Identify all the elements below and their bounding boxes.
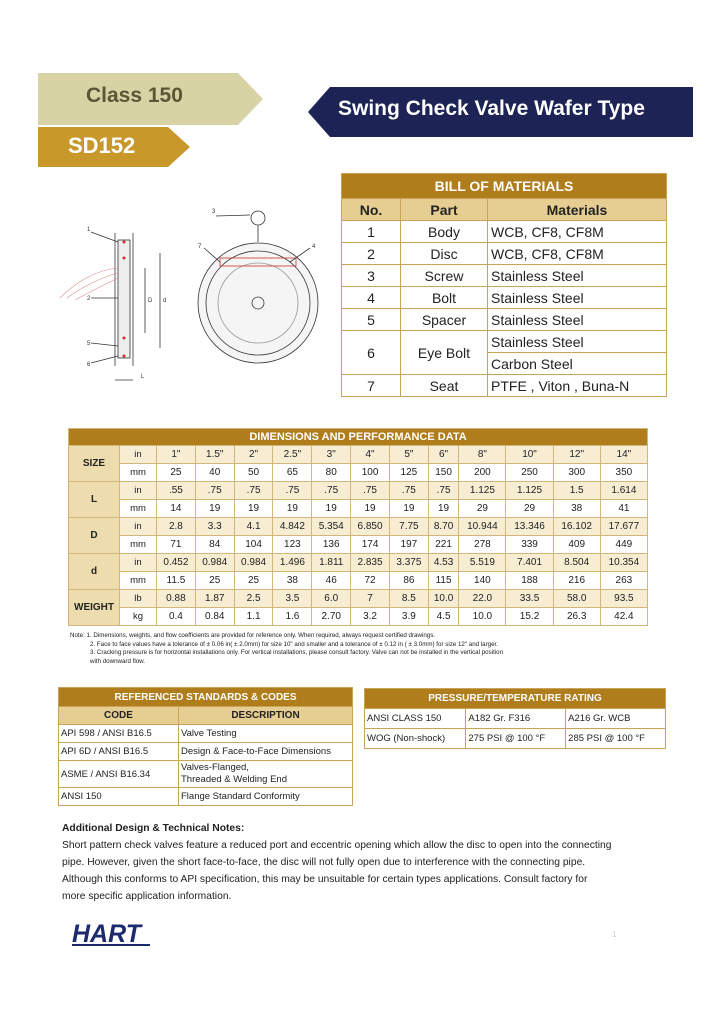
dimension-value: 72 xyxy=(351,572,390,590)
dimension-value: 4.53 xyxy=(428,554,459,572)
table-row xyxy=(69,446,648,464)
bom-material: PTFE , Viton , Buna-N xyxy=(488,375,667,397)
dimension-value: 339 xyxy=(506,536,553,554)
dimension-value: 25 xyxy=(195,572,234,590)
callout-d: d xyxy=(163,298,167,304)
dimension-unit: mm xyxy=(120,500,157,518)
dimension-value: 100 xyxy=(351,464,390,482)
dimension-value: 40 xyxy=(195,464,234,482)
dimension-value: 19 xyxy=(389,500,428,518)
dimension-value: 221 xyxy=(428,536,459,554)
additional-notes-line: more specific application information. xyxy=(62,891,232,902)
dimension-value: .75 xyxy=(351,482,390,500)
dimension-value: 5" xyxy=(389,446,428,464)
bom-no: 2 xyxy=(342,243,401,265)
side-view-drawing xyxy=(55,198,190,393)
pressure-cell: ANSI CLASS 150 xyxy=(365,709,466,729)
dimension-value: 4.5 xyxy=(428,608,459,626)
dimension-unit: lb xyxy=(120,590,157,608)
callout-1: 1 xyxy=(87,227,91,233)
dimension-value: .75 xyxy=(389,482,428,500)
dimension-value: 7.401 xyxy=(506,554,553,572)
dimension-value: 19 xyxy=(428,500,459,518)
bill-of-materials-table xyxy=(341,173,667,397)
bom-part: Body xyxy=(401,221,488,243)
callout-2: 2 xyxy=(87,296,91,302)
bom-no: 6 xyxy=(342,331,401,375)
dimension-value: .75 xyxy=(195,482,234,500)
bom-title: BILL OF MATERIALS xyxy=(342,174,667,199)
dimension-value: 1.87 xyxy=(195,590,234,608)
dimension-value: 15.2 xyxy=(506,608,553,626)
dimension-group-label: L xyxy=(69,482,120,518)
note-line: Note: 1. Dimensions, weights, and flow coefficients are provided for reference only. When required, always request certified drawings. xyxy=(70,632,436,639)
bom-header-materials: Materials xyxy=(488,199,667,221)
dimension-value: 2.835 xyxy=(351,554,390,572)
dimension-group-label: d xyxy=(69,554,120,590)
dimension-unit: in xyxy=(120,554,157,572)
dimension-value: 10.354 xyxy=(600,554,647,572)
dimension-value: 1.5" xyxy=(195,446,234,464)
bom-part: Disc xyxy=(401,243,488,265)
dimension-value: .55 xyxy=(157,482,196,500)
page-title: Swing Check Valve Wafer Type xyxy=(338,97,645,120)
dimension-value: 3.9 xyxy=(389,608,428,626)
model-banner xyxy=(38,127,190,167)
dimension-value: 19 xyxy=(273,500,312,518)
callout-5: 5 xyxy=(87,341,91,347)
dimension-value: 216 xyxy=(553,572,600,590)
dimension-value: 29 xyxy=(506,500,553,518)
page-number: 1 xyxy=(612,930,617,939)
dimension-value: 7 xyxy=(351,590,390,608)
dimension-value: 25 xyxy=(157,464,196,482)
dimension-value: 1.6 xyxy=(273,608,312,626)
dimension-value: 140 xyxy=(459,572,506,590)
dimension-value: .75 xyxy=(428,482,459,500)
table-row xyxy=(69,482,648,500)
table-row xyxy=(69,608,648,626)
front-view-drawing xyxy=(190,200,340,390)
dimension-unit: in xyxy=(120,518,157,536)
dimension-value: 86 xyxy=(389,572,428,590)
dimension-unit: mm xyxy=(120,536,157,554)
dimension-value: 350 xyxy=(600,464,647,482)
dimension-value: 3.5 xyxy=(273,590,312,608)
model-label: SD152 xyxy=(68,133,136,158)
title-banner xyxy=(308,87,693,137)
dimension-value: 4.1 xyxy=(234,518,273,536)
table-row xyxy=(59,788,353,806)
dimension-value: 197 xyxy=(389,536,428,554)
dimension-unit: in xyxy=(120,446,157,464)
dimension-value: 19 xyxy=(195,500,234,518)
callout-6: 6 xyxy=(87,362,91,368)
dimension-value: 17.677 xyxy=(600,518,647,536)
bom-no: 7 xyxy=(342,375,401,397)
dimension-value: 0.984 xyxy=(195,554,234,572)
table-row xyxy=(342,331,667,353)
dimension-value: 22.0 xyxy=(459,590,506,608)
dimension-value: 19 xyxy=(351,500,390,518)
pressure-cell: A216 Gr. WCB xyxy=(566,709,666,729)
dimension-group-label: D xyxy=(69,518,120,554)
dimension-value: 80 xyxy=(312,464,351,482)
standards-title: REFERENCED STANDARDS & CODES xyxy=(59,688,353,707)
table-row xyxy=(59,743,353,761)
dimensions-table xyxy=(68,428,648,626)
table-row xyxy=(59,761,353,788)
standard-desc: Flange Standard Conformity xyxy=(179,788,353,806)
table-row xyxy=(342,265,667,287)
callout-3: 3 xyxy=(212,209,216,215)
bom-no: 3 xyxy=(342,265,401,287)
dimension-value: 1" xyxy=(157,446,196,464)
standard-code: ANSI 150 xyxy=(59,788,179,806)
dimension-value: 71 xyxy=(157,536,196,554)
dimension-value: 200 xyxy=(459,464,506,482)
dimension-value: 25 xyxy=(234,572,273,590)
dimension-value: 150 xyxy=(428,464,459,482)
dimension-value: .75 xyxy=(234,482,273,500)
dimension-unit: mm xyxy=(120,572,157,590)
dimension-value: 8" xyxy=(459,446,506,464)
dimension-value: 7.75 xyxy=(389,518,428,536)
bom-part: Seat xyxy=(401,375,488,397)
dimension-value: .75 xyxy=(273,482,312,500)
dimension-value: 10" xyxy=(506,446,553,464)
standard-desc: Design & Face-to-Face Dimensions xyxy=(179,743,353,761)
note-line: with downward flow. xyxy=(90,657,146,665)
dimension-value: 409 xyxy=(553,536,600,554)
dimension-value: 3.3 xyxy=(195,518,234,536)
dimension-value: 0.88 xyxy=(157,590,196,608)
dimension-value: 6.850 xyxy=(351,518,390,536)
dimension-value: 3" xyxy=(312,446,351,464)
dimension-value: 6" xyxy=(428,446,459,464)
dimension-value: 5.354 xyxy=(312,518,351,536)
pressure-cell: 275 PSI @ 100 °F xyxy=(466,729,566,749)
dimensions-body xyxy=(69,446,648,626)
dimension-value: 278 xyxy=(459,536,506,554)
dimension-value: 6.0 xyxy=(312,590,351,608)
bom-part: Spacer xyxy=(401,309,488,331)
dimension-value: 10.0 xyxy=(459,608,506,626)
callout-L: L xyxy=(141,374,145,380)
dimension-value: 4" xyxy=(351,446,390,464)
dimension-value: 2" xyxy=(234,446,273,464)
dimension-value: 84 xyxy=(195,536,234,554)
dimension-value: 26.3 xyxy=(553,608,600,626)
standards-header-code: CODE xyxy=(59,707,179,725)
bom-material: Stainless Steel xyxy=(488,265,667,287)
additional-notes-line: Although this conforms to API specification, this may be unsuitable for certain types applications. Consult factory for xyxy=(62,874,588,885)
table-row xyxy=(342,309,667,331)
dimensions-title: DIMENSIONS AND PERFORMANCE DATA xyxy=(69,429,648,446)
standard-code: API 598 / ANSI B16.5 xyxy=(59,725,179,743)
bom-material: Stainless Steel xyxy=(488,309,667,331)
standard-code: API 6D / ANSI B16.5 xyxy=(59,743,179,761)
pressure-cell: WOG (Non-shock) xyxy=(365,729,466,749)
dimension-value: 188 xyxy=(506,572,553,590)
dimension-group-label: SIZE xyxy=(69,446,120,482)
dimension-value: 300 xyxy=(553,464,600,482)
dimension-value: 125 xyxy=(389,464,428,482)
dimension-value: 14 xyxy=(157,500,196,518)
dimension-value: 8.70 xyxy=(428,518,459,536)
standard-desc: Valves-Flanged, Threaded & Welding End xyxy=(179,761,353,788)
dimension-group-label: WEIGHT xyxy=(69,590,120,626)
table-row xyxy=(69,500,648,518)
additional-notes xyxy=(62,820,662,905)
bom-material: WCB, CF8, CF8M xyxy=(488,221,667,243)
bom-no: 1 xyxy=(342,221,401,243)
bom-part: Eye Bolt xyxy=(401,331,488,375)
pressure-title: PRESSURE/TEMPERATURE RATING xyxy=(365,689,666,709)
table-row xyxy=(69,572,648,590)
dimension-value: 19 xyxy=(234,500,273,518)
bom-material: Carbon Steel xyxy=(488,353,667,375)
bom-header-part: Part xyxy=(401,199,488,221)
dimension-value: 50 xyxy=(234,464,273,482)
dimension-value: 1.1 xyxy=(234,608,273,626)
table-row xyxy=(59,725,353,743)
dimension-unit: mm xyxy=(120,464,157,482)
dimension-value: 65 xyxy=(273,464,312,482)
logo-text: HART xyxy=(72,920,141,948)
standards-header-description: DESCRIPTION xyxy=(179,707,353,725)
pressure-cell: 285 PSI @ 100 °F xyxy=(566,729,666,749)
dimension-value: 136 xyxy=(312,536,351,554)
dimension-value: 29 xyxy=(459,500,506,518)
dimension-value: 11.5 xyxy=(157,572,196,590)
table-row xyxy=(342,287,667,309)
table-row xyxy=(365,709,666,729)
dimension-value: 8.5 xyxy=(389,590,428,608)
bom-part: Screw xyxy=(401,265,488,287)
dimension-value: 19 xyxy=(312,500,351,518)
hart-logo xyxy=(70,918,155,948)
dimension-value: 38 xyxy=(273,572,312,590)
dimension-value: 16.102 xyxy=(553,518,600,536)
bom-no: 5 xyxy=(342,309,401,331)
dimension-value: 0.84 xyxy=(195,608,234,626)
pressure-rating-table xyxy=(364,688,666,749)
callout-D: D xyxy=(148,298,153,304)
dimension-value: 4.842 xyxy=(273,518,312,536)
dimension-value: 13.346 xyxy=(506,518,553,536)
dimension-value: 41 xyxy=(600,500,647,518)
callout-7: 7 xyxy=(198,244,202,250)
dimension-value: 1.125 xyxy=(506,482,553,500)
notes xyxy=(70,632,660,666)
dimension-value: 449 xyxy=(600,536,647,554)
dimension-value: .75 xyxy=(312,482,351,500)
dimension-value: 3.2 xyxy=(351,608,390,626)
dimension-value: 0.4 xyxy=(157,608,196,626)
dimension-value: 5.519 xyxy=(459,554,506,572)
dimension-value: 104 xyxy=(234,536,273,554)
bom-material: Stainless Steel xyxy=(488,331,667,353)
dimension-value: 8.504 xyxy=(553,554,600,572)
dimension-value: 1.614 xyxy=(600,482,647,500)
bom-no: 4 xyxy=(342,287,401,309)
dimension-value: 1.811 xyxy=(312,554,351,572)
dimension-value: 42.4 xyxy=(600,608,647,626)
dimension-value: 2.8 xyxy=(157,518,196,536)
dimension-value: 38 xyxy=(553,500,600,518)
dimension-value: 250 xyxy=(506,464,553,482)
table-row xyxy=(69,536,648,554)
dimension-value: 46 xyxy=(312,572,351,590)
table-row xyxy=(69,554,648,572)
dimension-value: 123 xyxy=(273,536,312,554)
dimension-value: 2.5" xyxy=(273,446,312,464)
dimension-value: 12" xyxy=(553,446,600,464)
class-banner xyxy=(38,73,263,125)
dimension-value: 115 xyxy=(428,572,459,590)
dimension-value: 3.375 xyxy=(389,554,428,572)
dimension-value: 10.944 xyxy=(459,518,506,536)
table-row xyxy=(69,518,648,536)
dimension-value: 14" xyxy=(600,446,647,464)
dimension-value: 33.5 xyxy=(506,590,553,608)
dimension-unit: kg xyxy=(120,608,157,626)
dimension-value: 1.496 xyxy=(273,554,312,572)
callout-4: 4 xyxy=(312,244,316,250)
class-label: Class 150 xyxy=(86,84,183,107)
bom-material: WCB, CF8, CF8M xyxy=(488,243,667,265)
standards-table xyxy=(58,687,353,806)
bom-header-no: No. xyxy=(342,199,401,221)
dimension-value: 10.0 xyxy=(428,590,459,608)
dimension-value: 0.452 xyxy=(157,554,196,572)
table-row xyxy=(69,464,648,482)
bom-material: Stainless Steel xyxy=(488,287,667,309)
pressure-cell: A182 Gr. F316 xyxy=(466,709,566,729)
additional-notes-heading: Additional Design & Technical Notes: xyxy=(62,823,245,834)
bom-part: Bolt xyxy=(401,287,488,309)
table-row xyxy=(365,729,666,749)
note-line: 3. Cracking pressure is for horizontal installations only. For vertical installations, please consult factory. Valve can not be installed in the vertical position xyxy=(90,649,504,657)
dimension-value: 58.0 xyxy=(553,590,600,608)
note-line: 2. Face to face values have a tolerance of ± 0.06 in( ± 2.0mm) for size 10" and smaller and a tolerance of ± 0.12 in ( ± 3.0mm) for size 12" and larger. xyxy=(90,640,498,648)
additional-notes-line: pipe. However, given the short face-to-face, the disc will not fully open due to interference with the connecting pipe. xyxy=(62,857,586,868)
dimension-value: 0.984 xyxy=(234,554,273,572)
standard-desc: Valve Testing xyxy=(179,725,353,743)
additional-notes-line: Short pattern check valves feature a reduced port and eccentric opening which allow the disc to open into the connecting xyxy=(62,840,612,851)
dimension-value: 174 xyxy=(351,536,390,554)
standard-code: ASME / ANSI B16.34 xyxy=(59,761,179,788)
dimension-value: 2.70 xyxy=(312,608,351,626)
table-row xyxy=(69,590,648,608)
dimension-value: 1.125 xyxy=(459,482,506,500)
dimension-value: 263 xyxy=(600,572,647,590)
dimension-unit: in xyxy=(120,482,157,500)
dimension-value: 1.5 xyxy=(553,482,600,500)
dimension-value: 2.5 xyxy=(234,590,273,608)
table-row xyxy=(342,375,667,397)
table-row xyxy=(342,221,667,243)
dimension-value: 93.5 xyxy=(600,590,647,608)
table-row xyxy=(342,243,667,265)
